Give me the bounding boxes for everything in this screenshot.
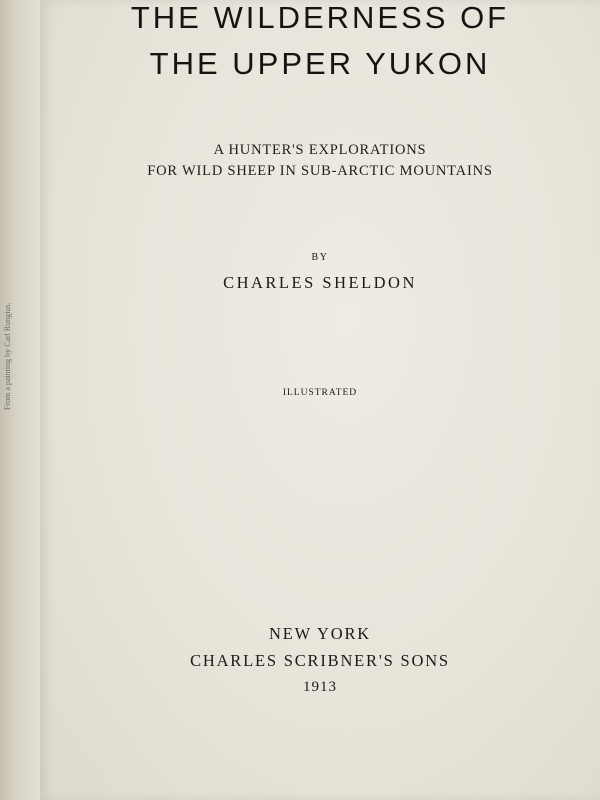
- imprint-city: NEW YORK: [269, 624, 371, 643]
- imprint-publisher: CHARLES SCRIBNER'S SONS: [190, 651, 450, 670]
- author-name: CHARLES SHELDON: [223, 273, 417, 292]
- imprint-year: 1913: [303, 679, 337, 695]
- book-title-line-2: THE UPPER YUKON: [149, 46, 491, 81]
- byline-by: BY: [311, 252, 329, 263]
- book-title-line-1: THE WILDERNESS OF: [130, 0, 510, 35]
- illustrated-note: ILLUSTRATED: [282, 388, 358, 398]
- facing-page-edge: [0, 0, 40, 800]
- title-page: [40, 0, 600, 800]
- subtitle-line-2: FOR WILD SHEEP IN SUB-ARCTIC MOUNTAINS: [147, 163, 493, 179]
- subtitle-line-1: A HUNTER'S EXPLORATIONS: [213, 142, 427, 158]
- frontispiece-caption: From a painting by Carl Rungius.: [3, 302, 12, 410]
